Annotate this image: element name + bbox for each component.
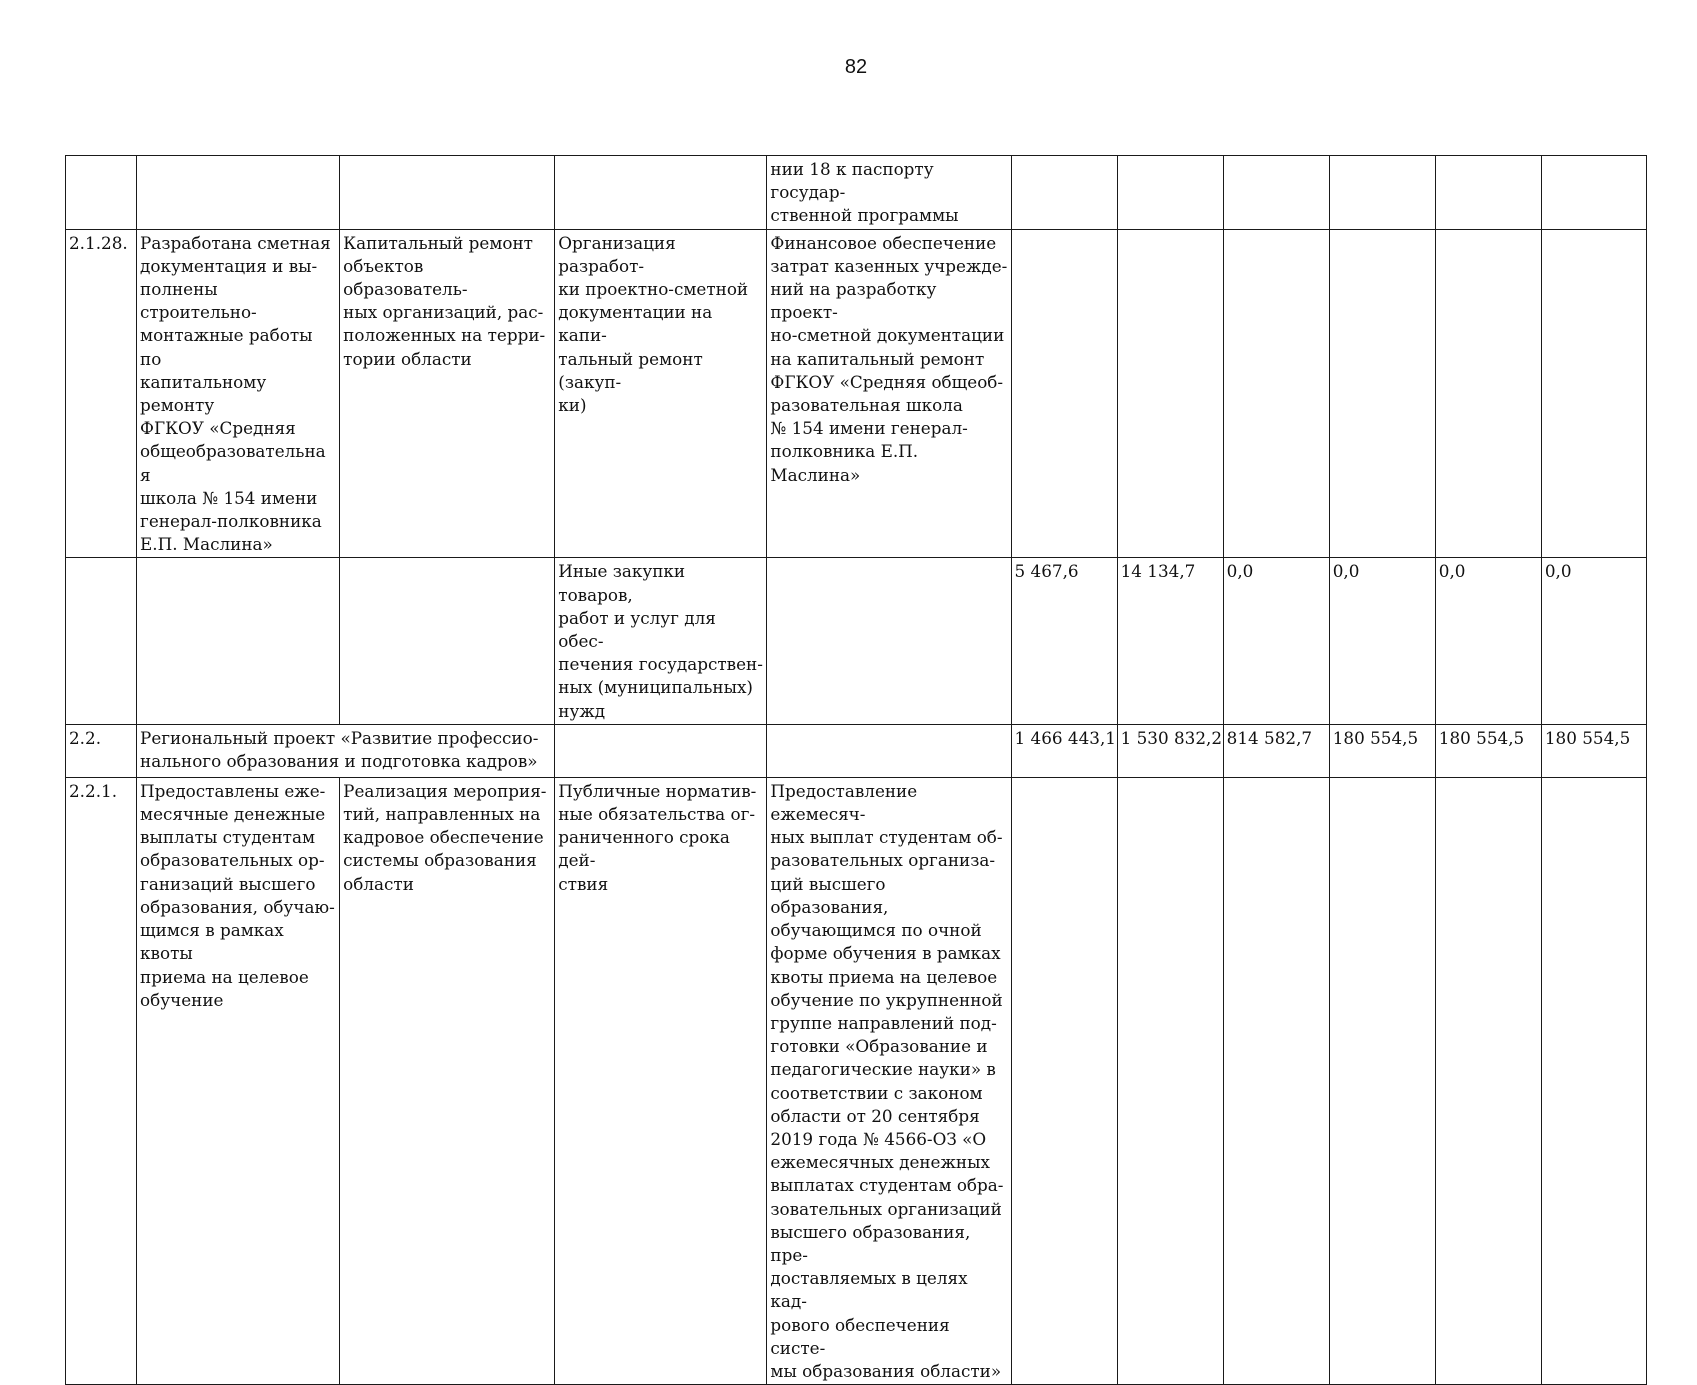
cell-value: 814 582,7	[1223, 724, 1329, 777]
cell-description: Финансовое обеспечение затрат казенных учрежде- ний на разработку проект- но-сметной документации на капитальный ремонт ФГКОУ «Средняя общеоб- разовательная школа № 154 имени генерал- полковника Е.П. Маслина»	[767, 229, 1011, 558]
cell-value: 1 466 443,1	[1011, 724, 1117, 777]
cell-value: 180 554,5	[1435, 724, 1541, 777]
cell-value	[1541, 156, 1646, 230]
cell-value: 0,0	[1329, 558, 1435, 724]
cell-expense-type: Организация разработ- ки проектно-сметной документации на капи- тальный ремонт (закуп- ки)	[555, 229, 767, 558]
cell-value: 5 467,6	[1011, 558, 1117, 724]
cell-result	[137, 156, 340, 230]
cell-value	[1435, 156, 1541, 230]
cell-code: 2.1.28.	[66, 229, 137, 558]
cell-value: 1 530 832,2	[1117, 724, 1223, 777]
cell-value: 0,0	[1541, 558, 1646, 724]
cell-expense-type	[555, 156, 767, 230]
cell-value	[1117, 156, 1223, 230]
table-row-2-1-28	[66, 229, 1647, 558]
table-row-continuation	[66, 156, 1647, 230]
cell-value	[1329, 156, 1435, 230]
cell-description	[767, 724, 1011, 777]
cell-value	[1541, 229, 1646, 558]
cell-code	[66, 156, 137, 230]
cell-code: 2.2.1.	[66, 777, 137, 1384]
cell-code: 2.2.	[66, 724, 137, 777]
cell-value	[1329, 777, 1435, 1384]
cell-value	[1223, 229, 1329, 558]
cell-value: 14 134,7	[1117, 558, 1223, 724]
table-row-2-2-1	[66, 777, 1647, 1384]
cell-expense-type: Иные закупки товаров, работ и услуг для обес- печения государствен- ных (муниципальных) нужд	[555, 558, 767, 724]
cell-description: Предоставление ежемесяч- ных выплат студентам об- разовательных организа- ций высшего образования, обучающимся по очной форме обучения в рамках квоты приема на целевое обучение по укрупненной группе направлений под- готовки «Образование и педагогические науки» в соответствии с законом области от 20 сентября 2019 года № 4566-ОЗ «О ежемесячных денежных выплатах студентам обра- зовательных организаций высшего образования, пре- доставляемых в целях кад- рового обеспечения систе- мы образования области»	[767, 777, 1011, 1384]
cell-value	[1117, 777, 1223, 1384]
cell-value	[1541, 777, 1646, 1384]
cell-expense-type: Публичные норматив- ные обязательства ог- раниченного срока дей- ствия	[555, 777, 767, 1384]
table-row-procurement	[66, 558, 1647, 724]
cell-value: 0,0	[1223, 558, 1329, 724]
page-number: 82	[844, 56, 868, 78]
cell-result: Предоставлены еже- месячные денежные выплаты студентам образовательных ор- ганизаций высшего образования, обучаю- щимся в рамках квоты приема на целевое обучение	[137, 777, 340, 1384]
cell-activity: Реализация мероприя- тий, направленных на кадровое обеспечение системы образования области	[340, 777, 555, 1384]
cell-activity	[340, 156, 555, 230]
cell-value	[1435, 229, 1541, 558]
cell-value	[1011, 229, 1117, 558]
cell-description: нии 18 к паспорту государ- ственной программы	[767, 156, 1011, 230]
table-row-2-2	[66, 724, 1647, 777]
cell-result: Разработана сметная документация и вы- полнены строительно- монтажные работы по капитальному ремонту ФГКОУ «Средняя общеобразовательная школа № 154 имени генерал-полковника Е.П. Маслина»	[137, 229, 340, 558]
cell-value	[1011, 777, 1117, 1384]
cell-description	[767, 558, 1011, 724]
cell-value	[1329, 229, 1435, 558]
cell-value: 180 554,5	[1541, 724, 1646, 777]
cell-expense-type	[555, 724, 767, 777]
cell-value: 0,0	[1435, 558, 1541, 724]
program-table	[65, 155, 1647, 1385]
cell-code	[66, 558, 137, 724]
cell-value	[1223, 156, 1329, 230]
cell-activity	[340, 558, 555, 724]
cell-value	[1223, 777, 1329, 1384]
cell-result	[137, 558, 340, 724]
cell-activity: Капитальный ремонт объектов образователь- ных организаций, рас- положенных на терри- тории области	[340, 229, 555, 558]
cell-project-title: Региональный проект «Развитие профессио- нального образования и подготовка кадров»	[137, 724, 555, 777]
cell-value	[1011, 156, 1117, 230]
cell-value: 180 554,5	[1329, 724, 1435, 777]
cell-value	[1117, 229, 1223, 558]
cell-value	[1435, 777, 1541, 1384]
